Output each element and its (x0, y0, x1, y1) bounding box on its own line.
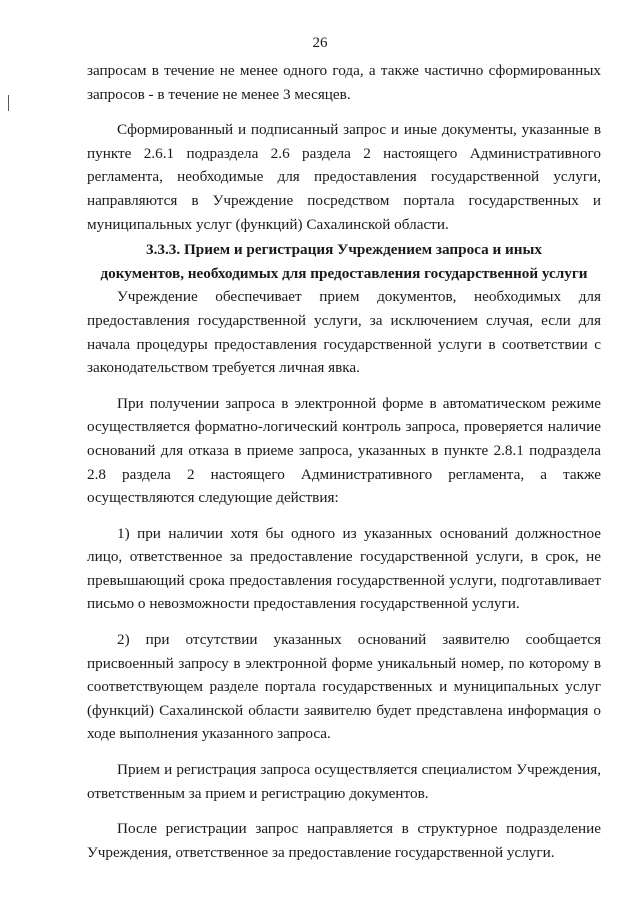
page-number: 26 (312, 35, 328, 51)
list-item-1: 1) при наличии хотя бы одного из указанных оснований должностное лицо, ответственное за предоставление государственной услуги, в срок, не превышающий срока предоставления государственной услуги, подготавливает письмо о невозможности предоставления государственной услуги. (87, 524, 601, 613)
document-body (87, 59, 601, 864)
paragraph-submission: Сформированный и подписанный запрос и иные документы, указанные в пункте 2.6.1 подраздела 2.6 раздела 2 настоящего Административного регламента, необходимые для предоставления государственной услуги, направляются в Учреждение посредством портала государственных и муниципальных услуг (функций) Сахалинской области. (87, 121, 601, 233)
paragraph-electronic-check: При получении запроса в электронной форме в автоматическом режиме осуществляется форматно-логический контроль запроса, проверяется наличие оснований для отказа в приеме запроса, указанных в пункте 2.8.1 подраздела 2.8 раздела 2 настоящего Административного регламента, а также осуществляются следующие действия: (87, 394, 601, 507)
paragraph-continuation: запросам в течение не менее одного года, а также частично сформированных запросов - в течение не менее 3 месяцев. (87, 62, 601, 103)
margin-mark (8, 95, 9, 111)
paragraph-registration: Прием и регистрация запроса осуществляется специалистом Учреждения, ответственным за прием и регистрацию документов. (87, 761, 601, 802)
list-item-2: 2) при отсутствии указанных оснований заявителю сообщается присвоенный запросу в электронной форме уникальный номер, по которому в соответствующем разделе портала государственных и муниципальных услуг (функций) Сахалинской области заявителю будет представлена информация о ходе выполнения указанного запроса. (87, 631, 601, 743)
paragraph-forwarding: После регистрации запрос направляется в структурное подразделение Учреждения, ответственное за предоставление государственной услуги. (87, 820, 601, 861)
section-heading-line-1: 3.3.3. Прием и регистрация Учреждением запроса и иных (145, 241, 542, 259)
section-heading-line-2: документов, необходимых для предоставления государственной услуги (100, 264, 588, 282)
paragraph-acceptance: Учреждение обеспечивает прием документов, необходимых для предоставления государственной услуги, за исключением случая, если для начала процедуры предоставления государственной услуги в соответствии с законодательством требуется личная явка. (87, 288, 601, 377)
